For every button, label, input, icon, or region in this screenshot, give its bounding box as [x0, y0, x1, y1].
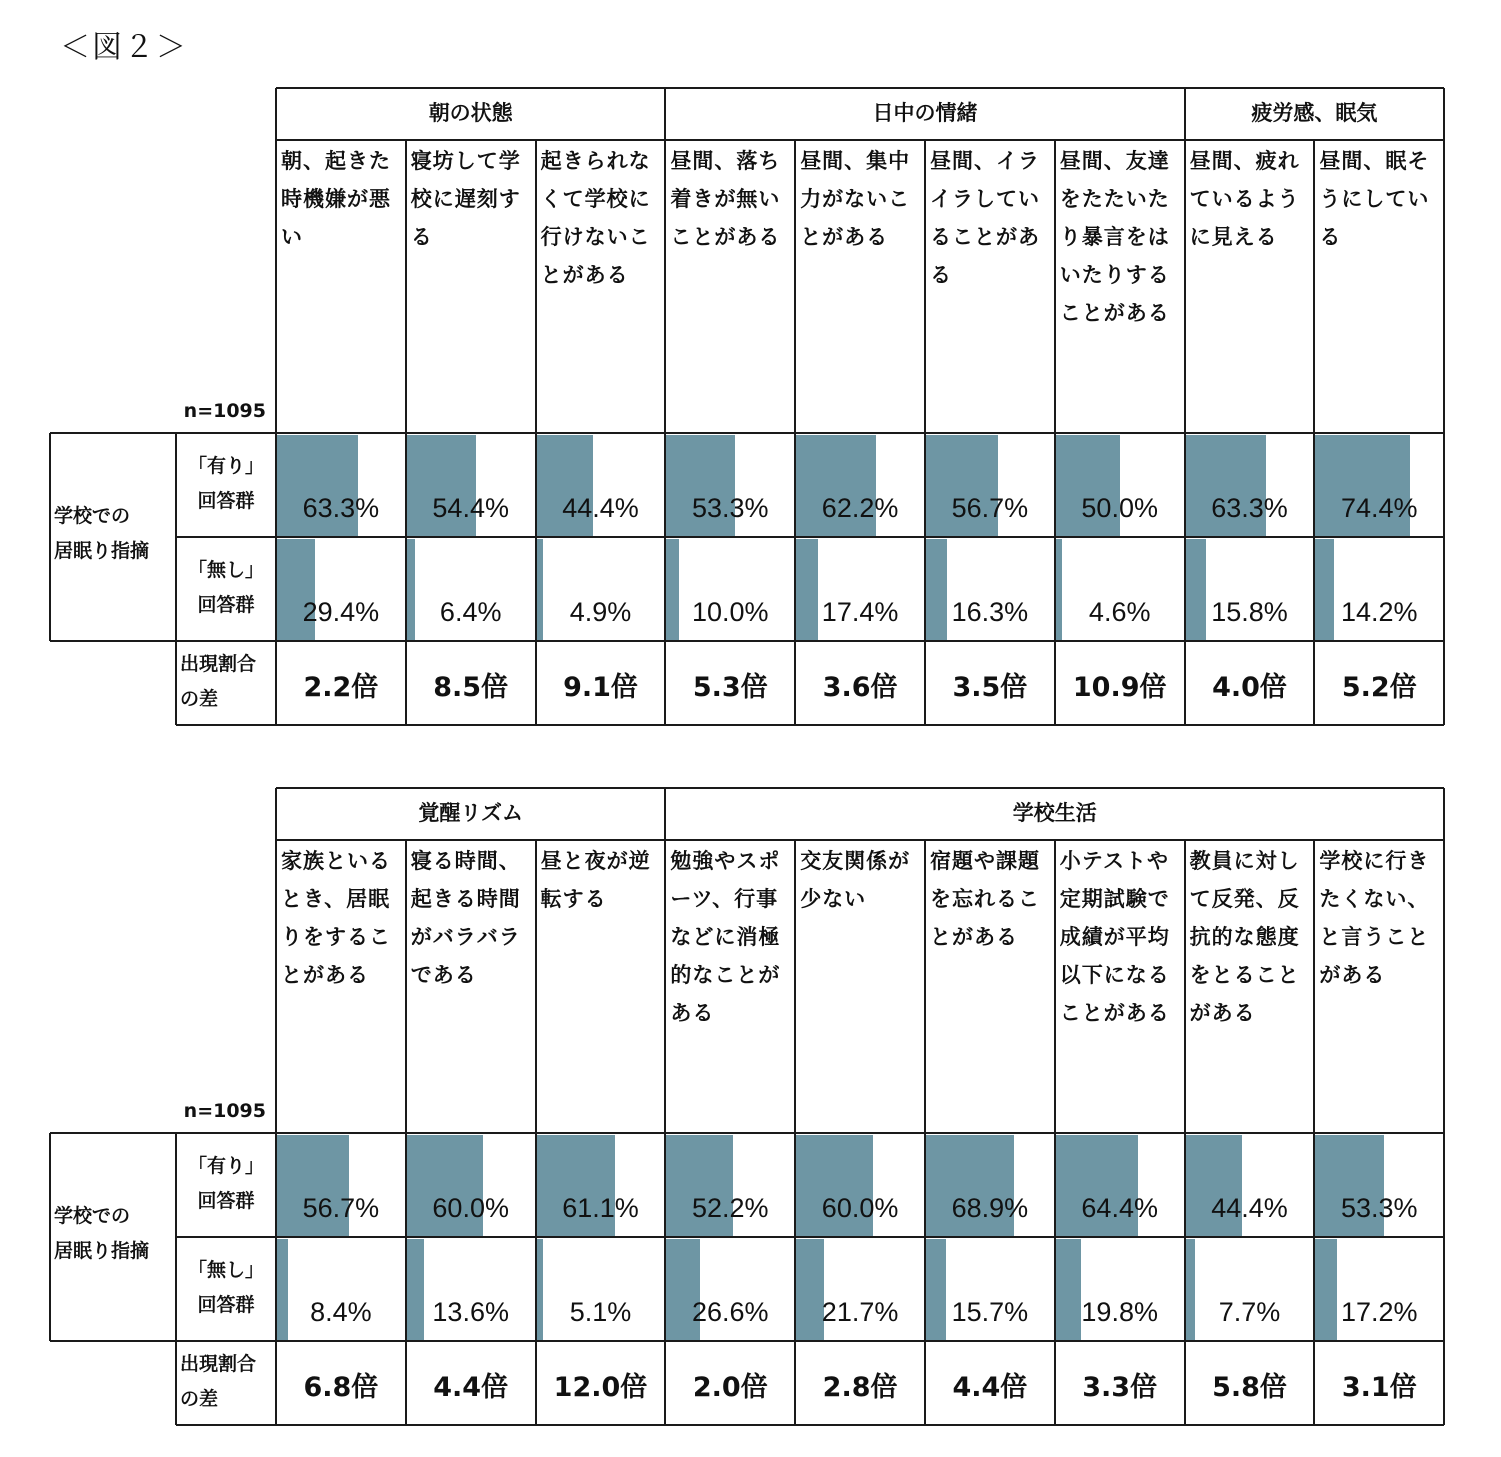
- yes-value: 44.4%: [1211, 1193, 1288, 1223]
- yes-value: 60.0%: [432, 1193, 509, 1223]
- row-label-ratio: 出現割合 の差: [180, 653, 257, 710]
- grid-line: [276, 787, 1444, 789]
- row-header: 学校での 居眠り指摘: [54, 505, 150, 562]
- grid-line: [1184, 88, 1186, 140]
- grid-line: [176, 1424, 1444, 1426]
- ratio-value: 4.4倍: [433, 1372, 509, 1403]
- grid-line: [664, 788, 666, 840]
- item-label: 昼間、眠そうにしている: [1319, 149, 1430, 249]
- grid-line: [405, 840, 407, 1425]
- ratio-value: 2.0倍: [692, 1372, 768, 1403]
- grid-line: [664, 840, 666, 1425]
- yes-value: 53.3%: [1341, 1193, 1418, 1223]
- yes-value: 54.4%: [432, 493, 509, 523]
- no-value: 6.4%: [439, 597, 502, 627]
- ratio-value: 8.5倍: [433, 672, 509, 703]
- ratio-value: 4.0倍: [1212, 672, 1287, 703]
- grid-line: [175, 1133, 177, 1425]
- grid-line: [50, 432, 1444, 434]
- no-value: 29.4%: [302, 597, 380, 627]
- item-label: 起きられなくて学校に行けないことがある: [540, 149, 651, 287]
- group-header: 疲労感、眠気: [1251, 101, 1378, 125]
- grid-line: [405, 140, 407, 725]
- grid-line: [50, 1340, 1444, 1342]
- grid-line: [276, 139, 1444, 141]
- yes-value: 62.2%: [821, 493, 899, 523]
- yes-value: 61.1%: [562, 1193, 639, 1223]
- item-label: 昼間、疲れているように見える: [1189, 149, 1300, 249]
- item-label: 家族といるとき、居眠りをすることがある: [281, 849, 391, 987]
- item-label: 昼間、友達をたたいたり暴言をはいたりすることがある: [1059, 149, 1170, 325]
- yes-value: 52.2%: [692, 1193, 769, 1223]
- grid-line: [50, 1132, 1444, 1134]
- no-value: 4.9%: [569, 597, 632, 627]
- item-label: 昼間、集中力がないことがある: [800, 149, 911, 249]
- ratio-value: 3.1倍: [1341, 1372, 1417, 1403]
- grid-line: [276, 839, 1444, 841]
- grid-line: [664, 140, 666, 725]
- no-value: 26.6%: [692, 1297, 769, 1327]
- item-label: 朝、起きた時機嫌が悪い: [281, 149, 391, 249]
- grid-line: [1313, 840, 1315, 1425]
- yes-value: 53.3%: [692, 493, 769, 523]
- grid-line: [1184, 140, 1186, 725]
- item-label: 勉強やスポーツ、行事などに消極的なことがある: [670, 849, 781, 1025]
- grid-line: [1443, 88, 1445, 725]
- ratio-value: 9.1倍: [563, 672, 638, 703]
- grid-line: [49, 1133, 51, 1341]
- grid-line: [275, 788, 277, 1425]
- grid-line: [49, 433, 51, 641]
- grid-line: [1054, 840, 1056, 1425]
- yes-value: 50.0%: [1081, 493, 1158, 523]
- yes-value: 60.0%: [821, 1193, 899, 1223]
- grid-line: [176, 724, 1444, 726]
- figure-title: ＜図２＞: [60, 30, 188, 65]
- row-label-yes: 「有り」 回答群: [187, 1155, 264, 1212]
- no-value: 15.7%: [951, 1297, 1029, 1327]
- grid-line: [275, 88, 277, 725]
- item-label: 昼間、イライラしていることがある: [930, 149, 1040, 287]
- n-label: n=1095: [183, 1100, 266, 1122]
- ratio-value: 3.5倍: [952, 672, 1028, 703]
- no-value: 19.8%: [1081, 1297, 1158, 1327]
- group-header: 学校生活: [1012, 801, 1097, 825]
- item-label: 寝坊して学校に遅刻する: [410, 149, 521, 249]
- row-header: 学校での 居眠り指摘: [54, 1205, 150, 1262]
- yes-value: 74.4%: [1341, 493, 1418, 523]
- grid-line: [1184, 840, 1186, 1425]
- row-label-yes: 「有り」 回答群: [187, 455, 264, 512]
- item-label: 教員に対して反発、反抗的な態度をとることがある: [1189, 849, 1300, 1025]
- ratio-value: 10.9倍: [1072, 672, 1167, 703]
- ratio-value: 3.6倍: [822, 672, 898, 703]
- yes-value: 63.3%: [302, 493, 380, 523]
- grid-line: [924, 140, 926, 725]
- ratio-value: 3.3倍: [1082, 1372, 1158, 1403]
- grid-line: [535, 840, 537, 1425]
- no-value: 21.7%: [821, 1297, 899, 1327]
- row-label-ratio: 出現割合 の差: [180, 1353, 257, 1410]
- grid-line: [924, 840, 926, 1425]
- row-label-no: 「無し」 回答群: [187, 1259, 264, 1316]
- no-value: 5.1%: [569, 1297, 632, 1327]
- no-value: 10.0%: [692, 597, 769, 627]
- yes-value: 56.7%: [951, 493, 1029, 523]
- no-value: 14.2%: [1341, 597, 1418, 627]
- yes-value: 44.4%: [562, 493, 639, 523]
- no-value: 17.4%: [821, 597, 899, 627]
- ratio-value: 5.8倍: [1212, 1372, 1287, 1403]
- grid-line: [176, 1236, 1444, 1238]
- yes-value: 56.7%: [302, 1193, 380, 1223]
- grid-line: [1313, 140, 1315, 725]
- grid-line: [794, 140, 796, 725]
- n-label: n=1095: [183, 400, 266, 422]
- ratio-value: 2.8倍: [822, 1372, 898, 1403]
- grid-line: [276, 87, 1444, 89]
- grid-line: [794, 840, 796, 1425]
- grid-line: [176, 536, 1444, 538]
- item-label: 昼と夜が逆転する: [540, 849, 651, 911]
- no-value: 13.6%: [432, 1297, 509, 1327]
- ratio-value: 12.0倍: [553, 1372, 648, 1403]
- grid-line: [50, 640, 1444, 642]
- yes-value: 64.4%: [1081, 1193, 1158, 1223]
- item-label: 学校に行きたくない、と言うことがある: [1319, 849, 1430, 987]
- item-label: 寝る時間、起きる時間がバラバラである: [410, 849, 521, 987]
- ratio-value: 4.4倍: [952, 1372, 1028, 1403]
- item-label: 昼間、落ち着きが無いことがある: [670, 149, 781, 249]
- row-label-no: 「無し」 回答群: [187, 559, 264, 616]
- grid-line: [1054, 140, 1056, 725]
- item-label: 小テストや定期試験で成績が平均以下になることがある: [1059, 849, 1170, 1025]
- no-value: 7.7%: [1218, 1297, 1281, 1327]
- item-label: 宿題や課題を忘れることがある: [930, 849, 1040, 949]
- yes-value: 68.9%: [951, 1193, 1029, 1223]
- ratio-value: 5.3倍: [692, 672, 768, 703]
- grid-line: [664, 88, 666, 140]
- no-value: 8.4%: [310, 1297, 372, 1327]
- ratio-value: 6.8倍: [303, 1372, 379, 1403]
- no-value: 15.8%: [1211, 597, 1288, 627]
- group-header: 日中の情緒: [872, 101, 978, 125]
- ratio-value: 2.2倍: [303, 672, 379, 703]
- item-label: 交友関係が少ない: [800, 849, 911, 911]
- no-value: 16.3%: [951, 597, 1029, 627]
- yes-value: 63.3%: [1211, 493, 1288, 523]
- grid-line: [1443, 788, 1445, 1425]
- group-header: 覚醒リズム: [418, 801, 523, 825]
- group-header: 朝の状態: [428, 101, 513, 125]
- ratio-value: 5.2倍: [1341, 672, 1417, 703]
- grid-line: [535, 140, 537, 725]
- no-value: 17.2%: [1341, 1297, 1418, 1327]
- no-value: 4.6%: [1088, 597, 1151, 627]
- grid-line: [175, 433, 177, 725]
